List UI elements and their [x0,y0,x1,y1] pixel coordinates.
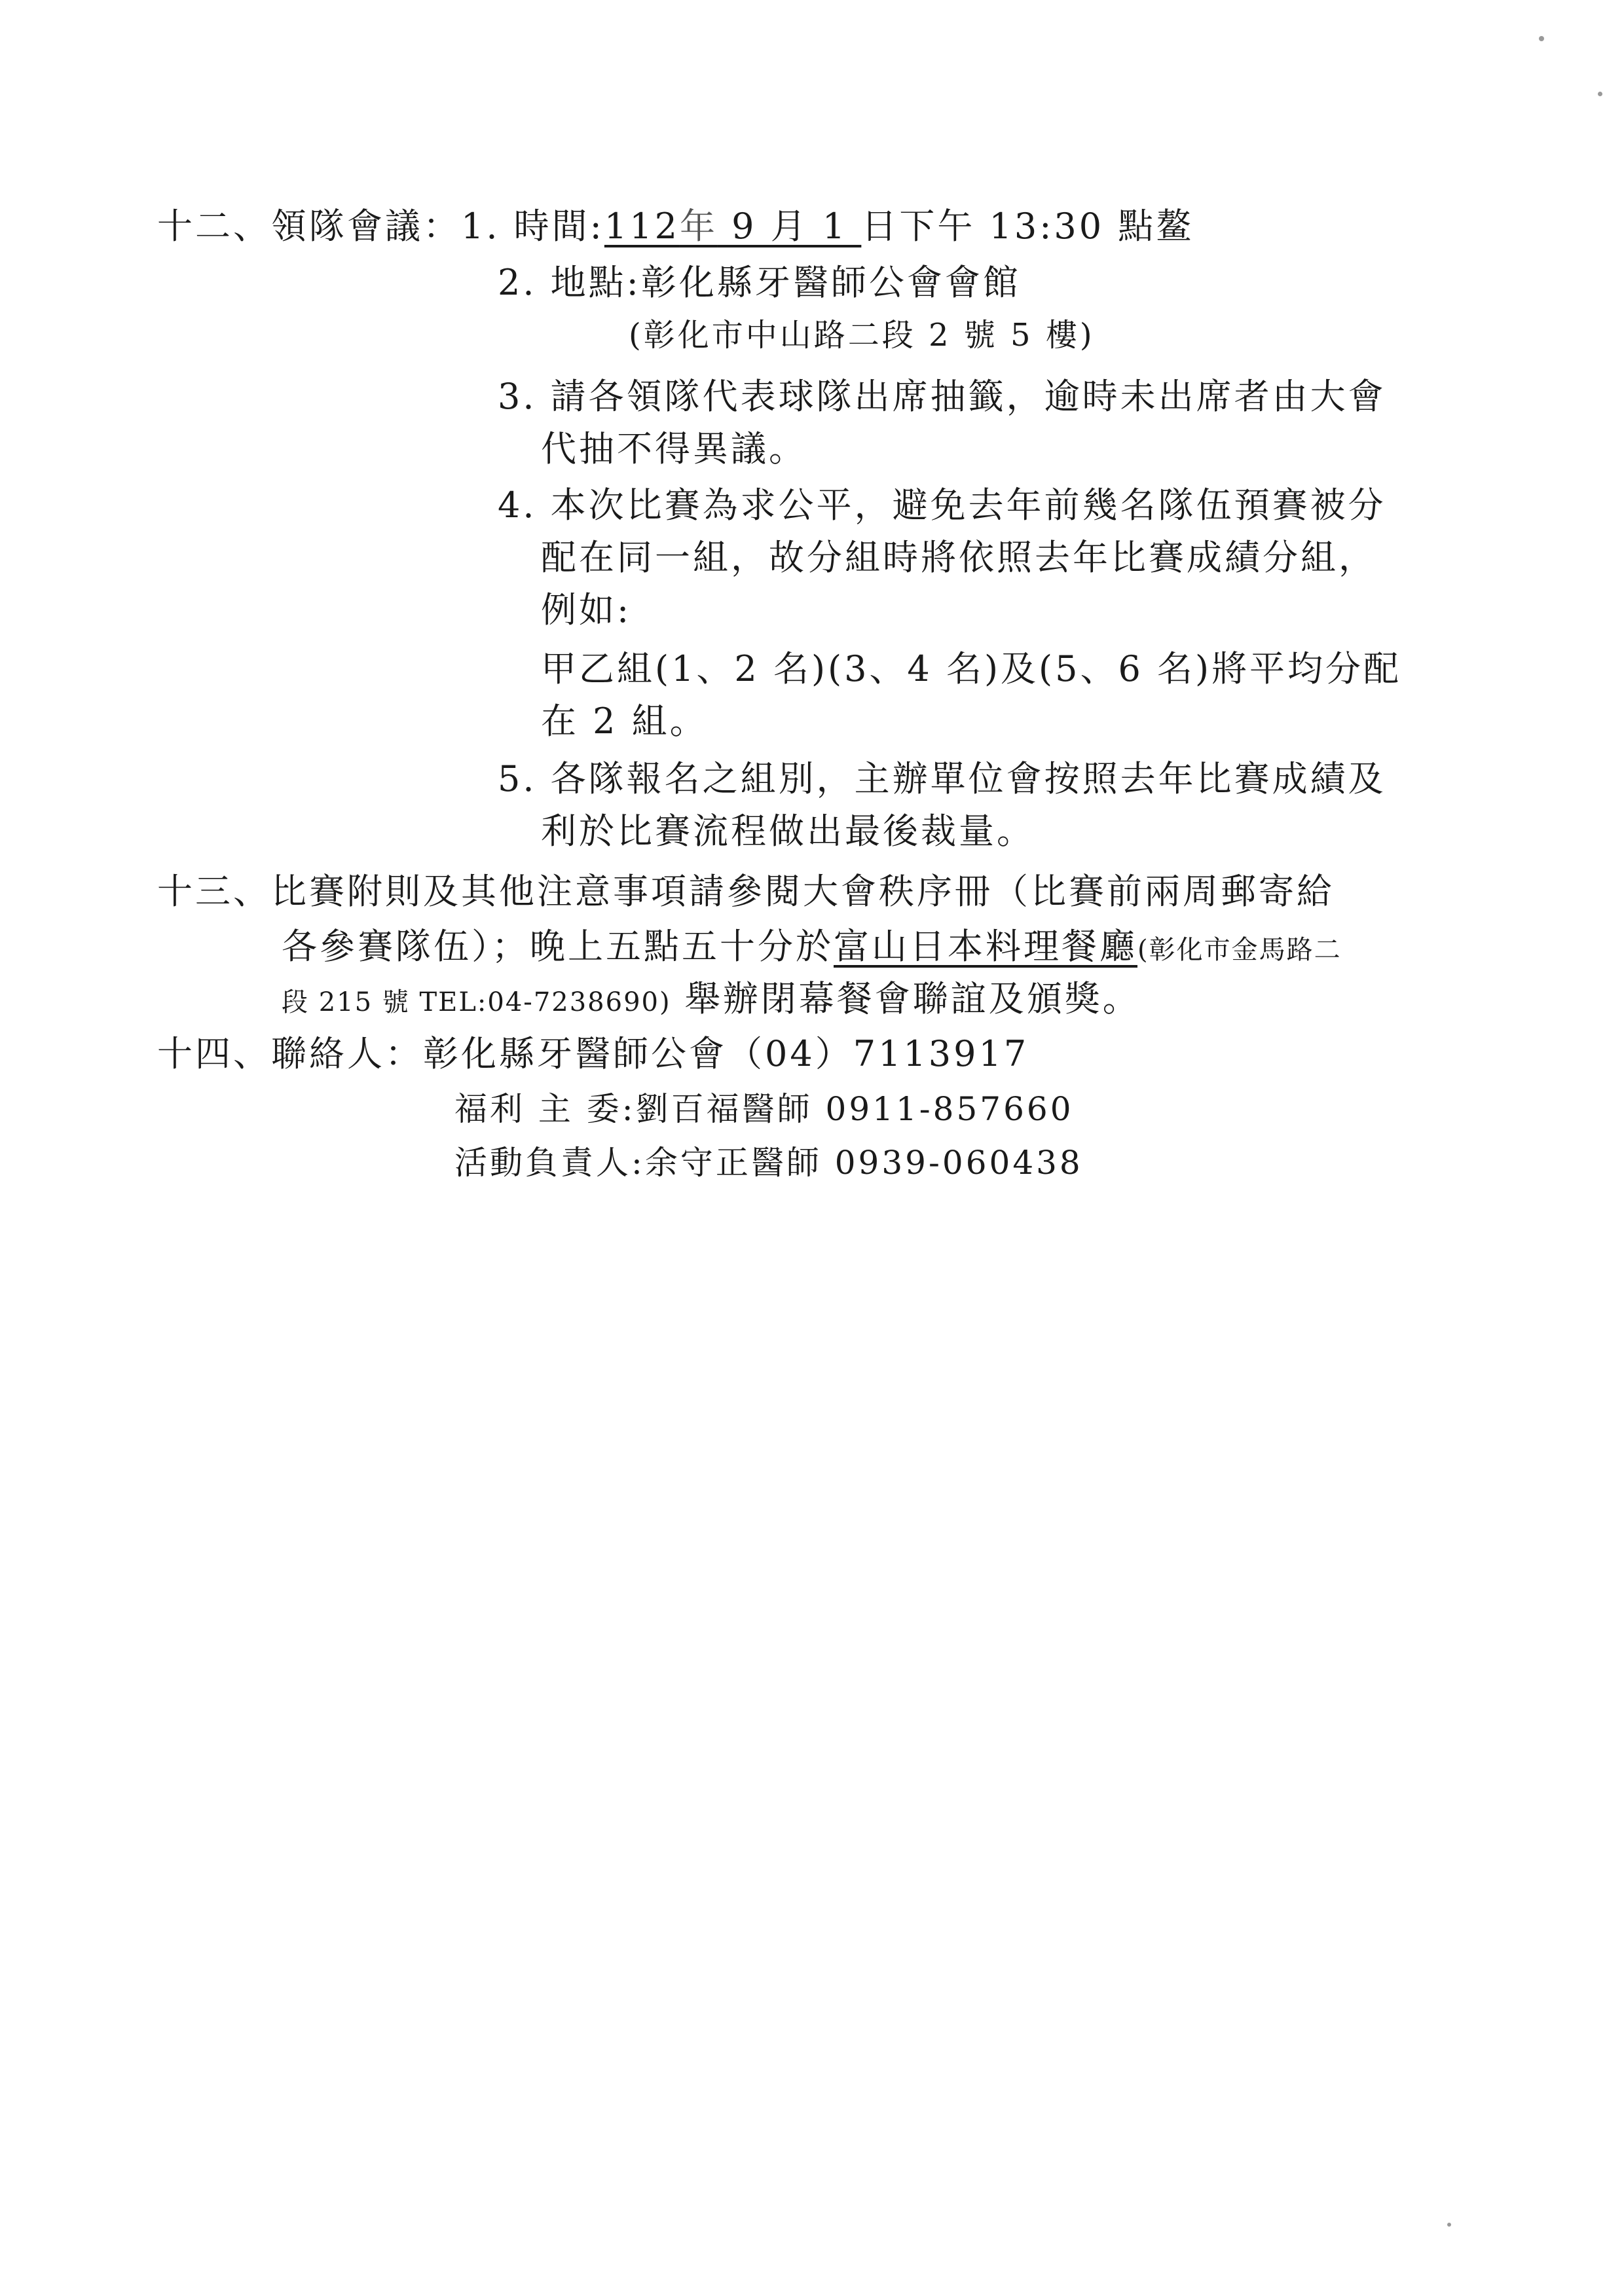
s12-item4-line1: 4. 本次比賽為求公平，避免去年前幾名隊伍預賽被分 [498,484,1386,526]
restaurant-address-part2: 段 215 號 TEL:04-7238690) [282,987,671,1017]
s13-line-2 [282,923,1342,974]
s12-item5-line2: 利於比賽流程做出最後裁量。 [541,811,1035,852]
s12-item5-line1: 5. 各隊報名之組別，主辦單位會按照去年比賽成績及 [498,758,1386,799]
s12-heading: 十二、領隊會議： [157,206,461,247]
s12-item1-time: 日下午 13:30 點鳌 [861,206,1194,247]
s12-item4-line5: 在 2 組。 [541,701,708,742]
s13-line-1: 十三、比賽附則及其他注意事項請參閱大會秩序冊（比賽前兩周郵寄給 [157,871,1335,912]
s12-item4-line2: 配在同一組，故分組時將依照去年比賽成績分組， [541,537,1376,578]
s12-line-1 [157,203,1194,250]
s14-line-2: 福利 主 委:劉百福醫師 0911-857660 [454,1090,1074,1128]
s14-line-1: 十四、聯絡人：彰化縣牙醫師公會（04）7113917 [157,1033,1029,1074]
s13-line3-text: 舉辦閉幕餐會聯誼及頒獎。 [671,978,1141,1019]
s12-item3-line1: 3. 請各領隊代表球隊出席抽籤，逾時未出席者由大會 [498,376,1386,417]
s12-item3-line2: 代抽不得異議。 [541,428,807,469]
s12-item1-label: 1. 時間: [461,206,604,247]
s13-line2-text: 各參賽隊伍）；晚上五點五十分於 [282,926,834,967]
restaurant-name: 富山日本料理餐廳 [834,926,1137,967]
s12-item2-line1: 2. 地點:彰化縣牙醫師公會會館 [498,262,1021,303]
restaurant-address-part1: (彰化市金馬路二 [1137,935,1342,965]
scan-speck [1447,2223,1451,2227]
s14-line-3: 活動負責人:余守正醫師 0939-060438 [454,1144,1083,1182]
s13-line-3 [282,975,1141,1026]
s12-item1-date: 112年 9 月 1 [604,206,862,247]
s12-item4-line4: 甲乙組(1、2 名)(3、4 名)及(5、6 名)將平均分配 [541,648,1402,689]
s12-item2-line2: (彰化市中山路二段 2 號 5 樓) [629,317,1095,354]
scan-speck [1539,36,1544,41]
s12-item4-line3: 例如: [541,589,632,630]
scan-speck [1598,92,1602,96]
